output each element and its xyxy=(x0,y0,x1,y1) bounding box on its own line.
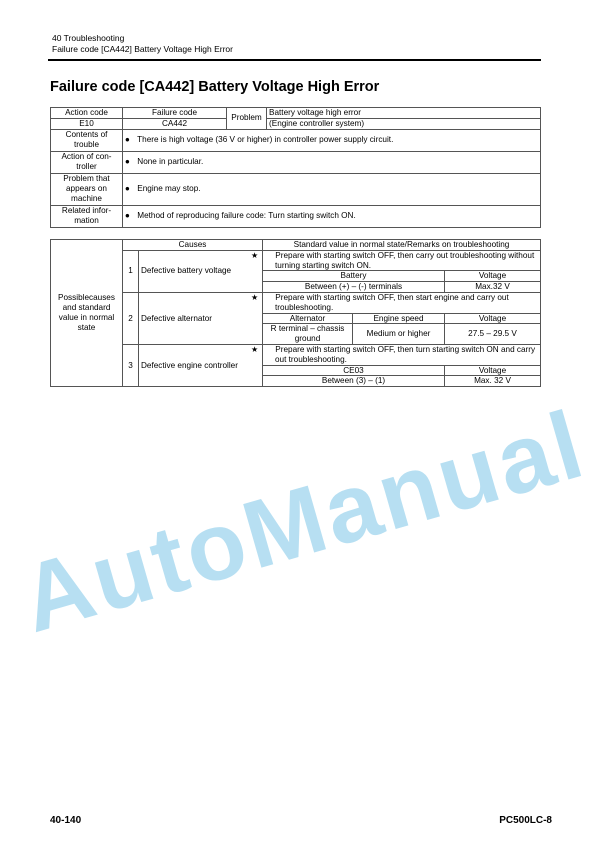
contents-value: There is high voltage (36 V or higher) in controller power supply circuit. xyxy=(137,135,394,145)
related-info-label: Related infor- mation xyxy=(51,205,123,227)
star-icon: ★ xyxy=(251,344,259,354)
cause-note xyxy=(251,292,541,313)
failure-info-table xyxy=(50,107,541,228)
contents-text xyxy=(123,129,541,151)
star-icon: ★ xyxy=(251,292,259,302)
problem-label: Problem xyxy=(227,108,267,130)
bullet-icon: ● xyxy=(125,135,130,145)
problem-machine-value: Engine may stop. xyxy=(137,184,201,194)
bullet-icon: ● xyxy=(125,184,130,194)
measure-value: Between (3) – (1) xyxy=(263,376,445,387)
cause-name: Defective engine controller xyxy=(139,344,263,386)
bullet-icon: ● xyxy=(125,211,130,221)
page-number: 40-140 xyxy=(50,815,82,826)
action-code-value: E10 xyxy=(51,118,123,129)
measure-header: Alternator xyxy=(263,313,353,324)
measure-value: 27.5 – 29.5 V xyxy=(445,324,541,345)
cause-name: Defective alternator xyxy=(139,292,263,344)
measure-header: Voltage xyxy=(445,313,541,324)
action-text xyxy=(123,151,541,173)
cause-note-text: Prepare with starting switch OFF, then turn starting switch ON and carry out troubleshooting. xyxy=(275,344,536,364)
related-info-value: Method of reproducing failure code: Turn starting switch ON. xyxy=(137,211,356,221)
model-name: PC500LC-8 xyxy=(499,815,552,826)
measure-value: Max. 32 V xyxy=(445,376,541,387)
problem-line-1: Battery voltage high error xyxy=(267,108,541,119)
header-section: 40 Troubleshooting xyxy=(52,33,125,43)
causes-header: Causes xyxy=(123,240,263,251)
failure-code-value: CA442 xyxy=(123,118,227,129)
contents-label: Contents of trouble xyxy=(51,129,123,151)
watermark: AutoManual xyxy=(9,390,597,654)
measure-value: R terminal – chassis ground xyxy=(263,324,353,345)
bullet-icon: ● xyxy=(125,157,130,167)
causes-table xyxy=(50,239,541,387)
action-value: None in particular. xyxy=(137,157,204,167)
related-info-text xyxy=(123,205,541,227)
cause-number: 3 xyxy=(123,344,139,386)
header-rule xyxy=(48,59,541,61)
measure-header: Engine speed xyxy=(353,313,445,324)
cause-note xyxy=(251,250,541,271)
measure-header: CE03 xyxy=(263,365,445,376)
page-title: Failure code [CA442] Battery Voltage High Error xyxy=(50,79,380,95)
cause-number: 1 xyxy=(123,250,139,292)
failure-code-label: Failure code xyxy=(123,108,227,119)
problem-line-2: (Engine controller system) xyxy=(267,118,541,129)
cause-note-text: Prepare with starting switch OFF, then carry out troubleshooting without turning starting switch ON. xyxy=(275,250,535,270)
action-code-label: Action code xyxy=(51,108,123,119)
problem-machine-text xyxy=(123,173,541,205)
standard-header: Standard value in normal state/Remarks on troubleshooting xyxy=(263,240,541,251)
header-subtitle: Failure code [CA442] Battery Voltage High Error xyxy=(52,43,233,54)
star-icon: ★ xyxy=(251,250,259,260)
cause-name: Defective battery voltage xyxy=(139,250,263,292)
running-header xyxy=(52,33,233,54)
measure-value: Medium or higher xyxy=(353,324,445,345)
causes-side-label: Possiblecauses and standard value in normal state xyxy=(51,240,123,387)
problem-machine-label: Problem that appears on machine xyxy=(51,173,123,205)
measure-header: Voltage xyxy=(445,271,541,282)
cause-number: 2 xyxy=(123,292,139,344)
cause-note-text: Prepare with starting switch OFF, then start engine and carry out troubleshooting. xyxy=(275,292,509,312)
measure-value: Max.32 V xyxy=(445,282,541,293)
cause-note xyxy=(251,344,541,365)
measure-header: Battery xyxy=(263,271,445,282)
measure-value: Between (+) – (-) terminals xyxy=(263,282,445,293)
measure-header: Voltage xyxy=(445,365,541,376)
action-label: Action of con- troller xyxy=(51,151,123,173)
